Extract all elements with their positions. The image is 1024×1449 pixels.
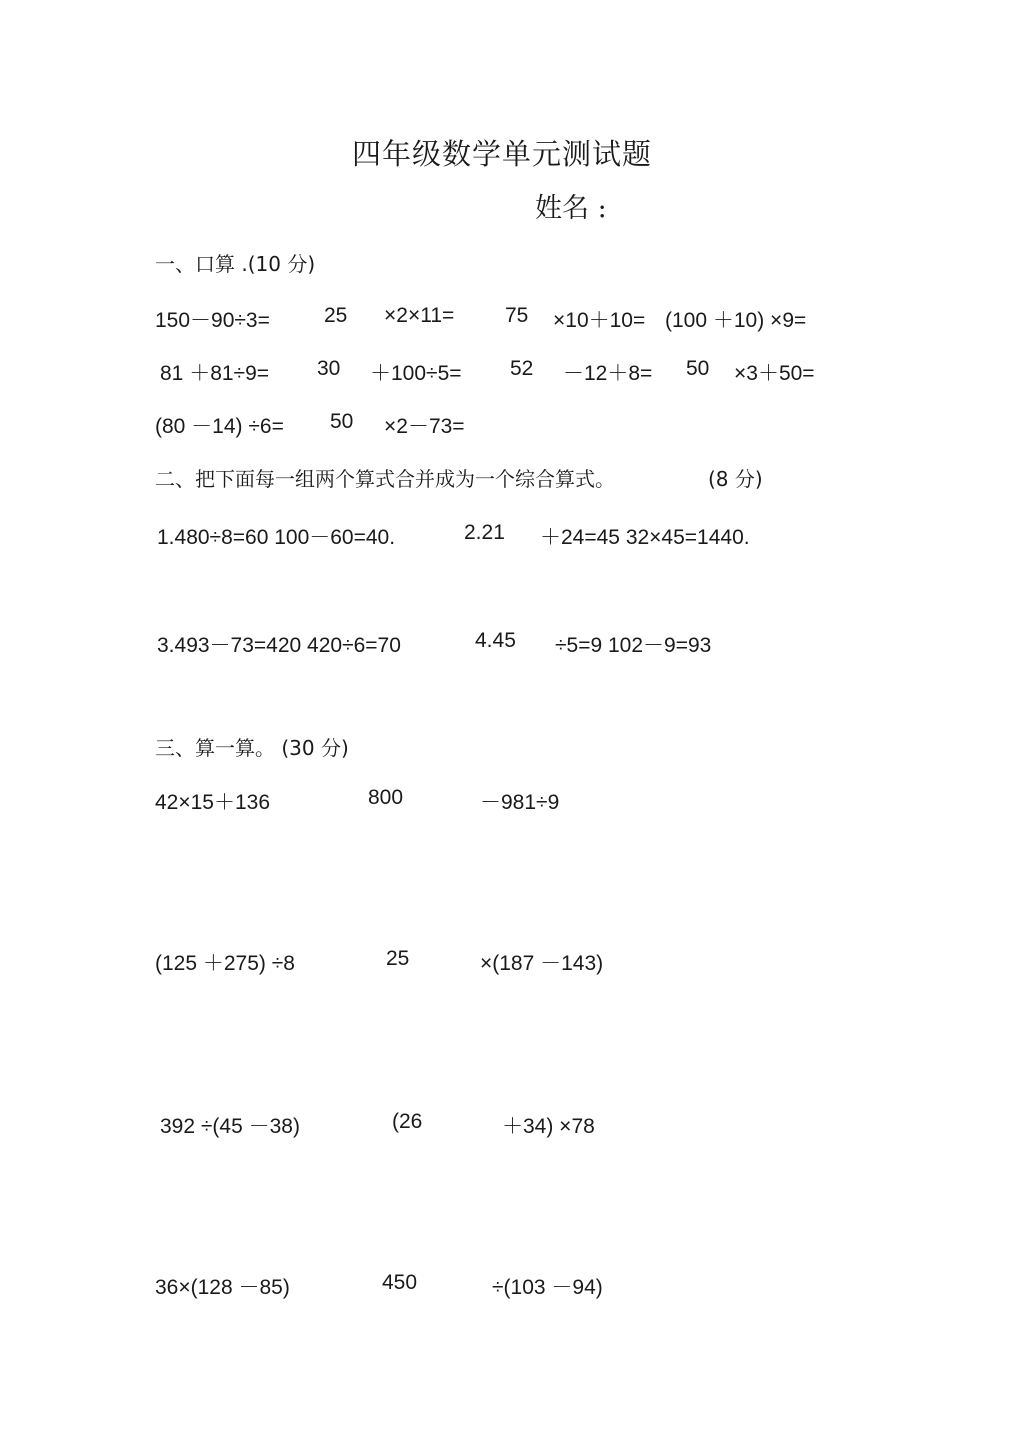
section-3-heading: 三、算一算。 (30 分) [155, 736, 349, 760]
combine-item: 2.21 [464, 521, 505, 544]
page-title: 四年级数学单元测试题 [351, 137, 652, 171]
calc-item: ＋34) ×78 [502, 1115, 595, 1138]
oral-item: 81 ＋81÷9= [160, 362, 270, 385]
combine-item: 3.493－73=420 420÷6=70 [157, 634, 401, 657]
oral-item: (100 ＋10) ×9= [665, 309, 807, 332]
combine-item: 4.45 [475, 629, 516, 652]
calc-item: ×(187 －143) [480, 952, 604, 975]
oral-item: 50 [686, 357, 710, 380]
oral-item: 52 [510, 357, 534, 380]
calc-item: 36×(128 －85) [155, 1276, 290, 1299]
oral-item: (80 －14) ÷6= [155, 415, 284, 438]
calc-item: 800 [368, 786, 404, 809]
calc-item: 392 ÷(45 －38) [160, 1115, 300, 1138]
section-2-heading: 二、把下面每一组两个算式合并成为一个综合算式。 [155, 467, 615, 491]
calc-item: (125 ＋275) ÷8 [155, 952, 295, 975]
oral-item: ＋100÷5= [370, 362, 462, 385]
combine-item: 1.480÷8=60 100－60=40. [157, 526, 396, 549]
calc-item: －981÷9 [480, 791, 560, 814]
section-1-heading: 一、口算 .(10 分) [155, 252, 316, 276]
oral-item: ×3＋50= [734, 362, 815, 385]
oral-item: 25 [324, 304, 348, 327]
oral-item: 75 [505, 304, 529, 327]
oral-item: 50 [330, 410, 354, 433]
name-label: 姓名 : [535, 193, 607, 224]
combine-item: ＋24=45 32×45=1440. [540, 526, 750, 549]
oral-item: ×2－73= [384, 415, 465, 438]
section-2-points: (8 分) [708, 467, 763, 491]
calc-item: 25 [386, 947, 410, 970]
calc-item: 42×15＋136 [155, 791, 271, 814]
calc-item: (26 [392, 1110, 423, 1133]
oral-item: 150－90÷3= [155, 309, 270, 332]
combine-item: ÷5=9 102－9=93 [555, 634, 712, 657]
oral-item: －12＋8= [563, 362, 653, 385]
oral-item: 30 [317, 357, 341, 380]
oral-item: ×10＋10= [553, 309, 646, 332]
oral-item: ×2×11= [384, 304, 455, 327]
calc-item: 450 [382, 1271, 418, 1294]
calc-item: ÷(103 －94) [492, 1276, 603, 1299]
